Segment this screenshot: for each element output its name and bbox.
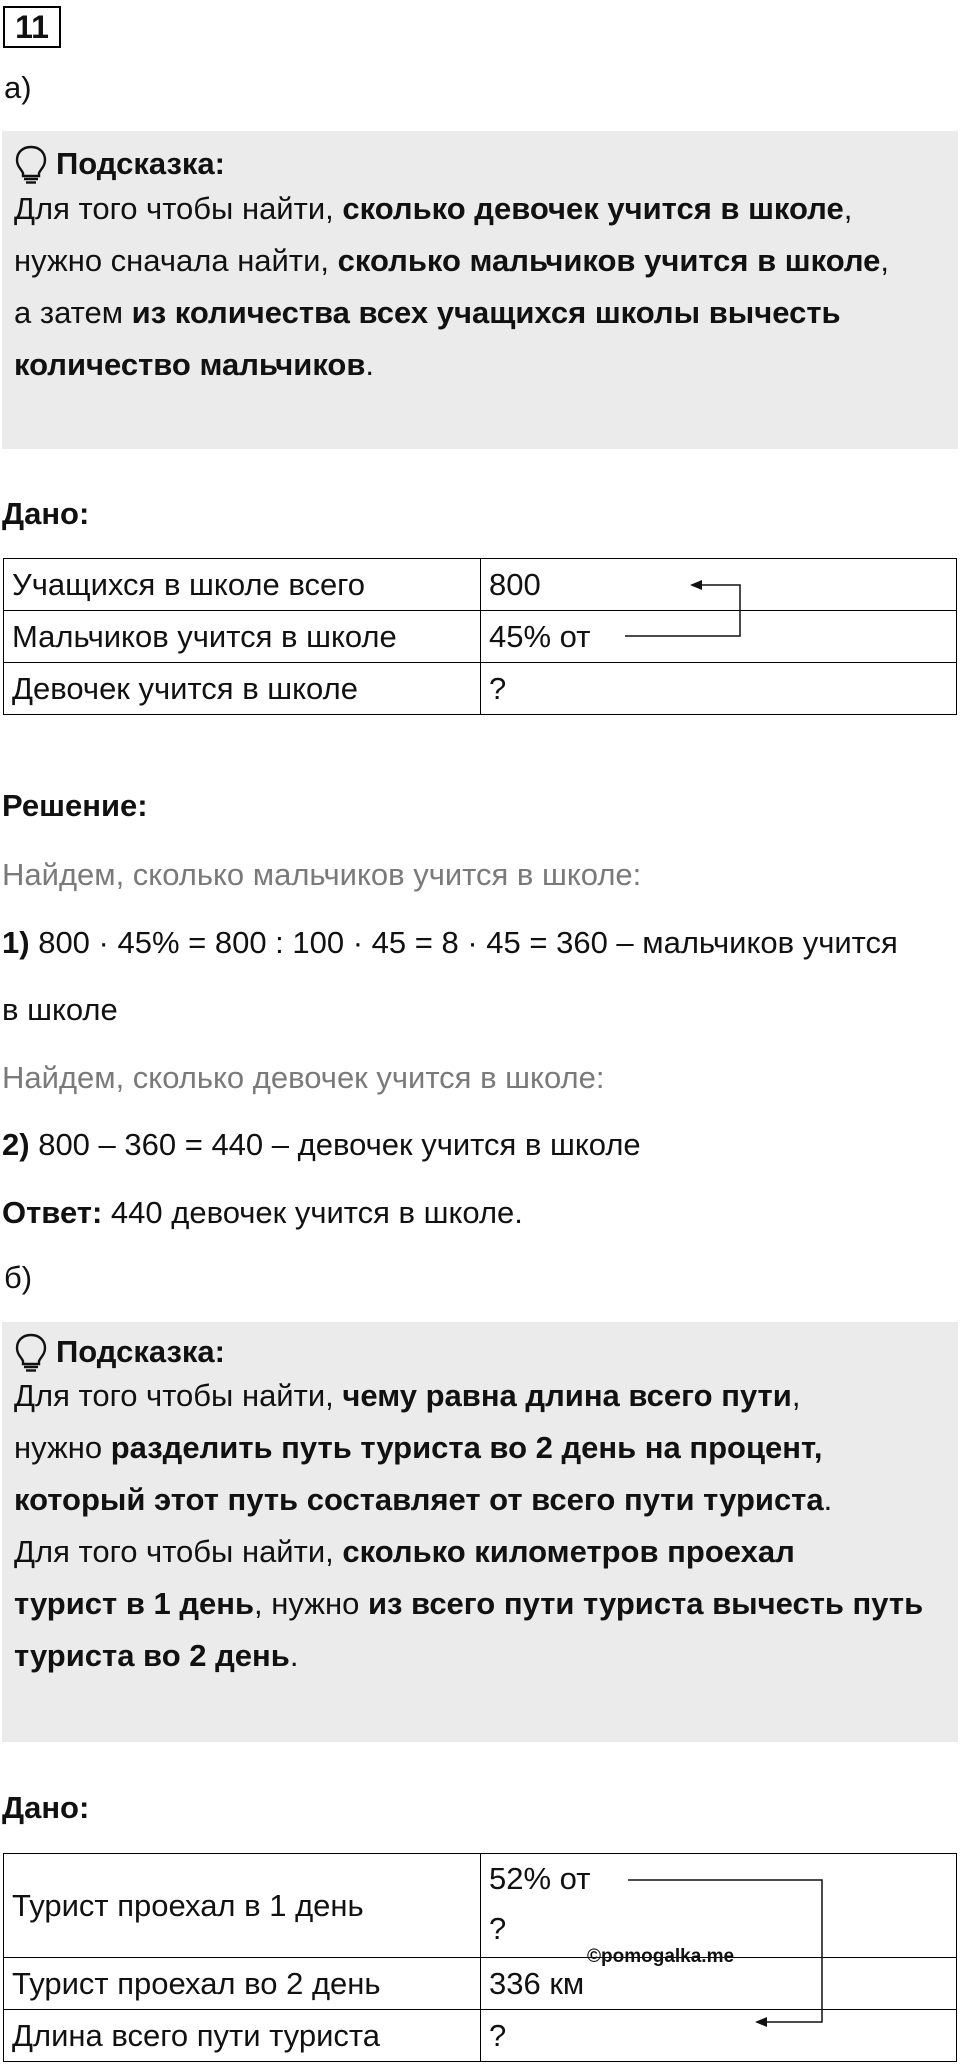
part-b-letter: б) — [4, 1260, 33, 1295]
given-value: 336 км — [481, 1958, 957, 2010]
hint-segment: , — [791, 1378, 801, 1413]
hint-line — [14, 1430, 822, 1466]
hint-title-label: Подсказка: — [56, 1334, 225, 1369]
hint-segment: , нужно — [254, 1586, 368, 1621]
hint-segment: Для того чтобы найти, — [14, 191, 343, 226]
step1-text: 800 · 45% = 800 : 100 · 45 = 8 · 45 = 360 – мальчиков учится — [38, 925, 898, 960]
hint-title-b — [14, 1332, 225, 1372]
hint-segment: , — [880, 243, 890, 278]
hint-title-a — [14, 144, 225, 184]
hint-segment: нужно — [14, 1430, 111, 1465]
hint-segment: чему равна длина всего пути — [342, 1378, 792, 1413]
hint-segment: из всего пути туриста вычесть путь — [367, 1586, 924, 1621]
step2-line — [2, 1127, 641, 1163]
hint-box-a — [2, 131, 958, 449]
hint-line — [14, 295, 841, 331]
hint-box-b — [2, 1322, 958, 1742]
hint-segment: . — [823, 1482, 833, 1517]
given-label: Девочек учится в школе — [4, 663, 481, 715]
part-a-letter: а) — [4, 70, 32, 105]
hint-title-label: Подсказка: — [56, 146, 225, 181]
hint-segment: сколько девочек учится в школе — [342, 191, 844, 226]
given-label: Учащихся в школе всего — [4, 559, 481, 611]
hint-segment: сколько километров проехал — [342, 1534, 795, 1569]
lightbulb-icon — [14, 1332, 48, 1372]
table-row — [4, 1958, 957, 2010]
table-row — [4, 2010, 957, 2062]
hint-line — [14, 1638, 298, 1674]
answer-line — [2, 1195, 523, 1231]
hint-line — [14, 1586, 923, 1622]
given-label: Турист проехал в 1 день — [4, 1854, 481, 1958]
step1-line — [2, 925, 898, 961]
hint-line — [14, 1482, 832, 1518]
given-title-a: Дано: — [2, 496, 90, 531]
hint-segment: количество мальчиков — [14, 347, 366, 382]
hint-line — [14, 1534, 795, 1570]
hint-segment: Для того чтобы найти, — [14, 1378, 343, 1413]
given-value-line2: ? — [489, 1911, 507, 1946]
hint-segment: турист в 1 день — [14, 1586, 255, 1621]
table-row — [4, 559, 957, 611]
table-row — [4, 1854, 957, 1958]
hint-segment: . — [365, 347, 375, 382]
hint-segment: туриста во 2 день — [14, 1638, 290, 1673]
given-value-line1: 52% от — [489, 1861, 591, 1896]
answer-text: 440 девочек учится в школе. — [110, 1195, 523, 1230]
table-row — [4, 611, 957, 663]
step2-text: 800 – 360 = 440 – девочек учится в школе — [38, 1127, 641, 1162]
given-value: 800 — [481, 559, 957, 611]
given-table-b — [3, 1853, 957, 2062]
hint-segment: сколько мальчиков учится в школе — [337, 243, 881, 278]
step1-number: 1) — [2, 925, 30, 960]
hint-line — [14, 1378, 800, 1414]
hint-segment: разделить путь туриста во 2 день на процент, — [110, 1430, 823, 1465]
given-label: Мальчиков учится в школе — [4, 611, 481, 663]
hint-segment: нужно сначала найти, — [14, 243, 338, 278]
given-label: Длина всего пути туриста — [4, 2010, 481, 2062]
solution-title: Решение: — [2, 788, 148, 823]
given-value: ? — [481, 2010, 957, 2062]
task-number: 11 — [3, 6, 61, 48]
hint-segment: а затем — [14, 295, 132, 330]
step2-intro: Найдем, сколько девочек учится в школе: — [2, 1060, 605, 1095]
given-value — [481, 1854, 957, 1958]
hint-segment: Для того чтобы найти, — [14, 1534, 343, 1569]
given-title-b: Дано: — [2, 1790, 90, 1825]
step1-intro: Найдем, сколько мальчиков учится в школе: — [2, 857, 642, 892]
hint-segment: из количества всех учащихся школы вычесть — [131, 295, 841, 330]
hint-line — [14, 243, 889, 279]
hint-line — [14, 191, 852, 227]
hint-segment: . — [289, 1638, 299, 1673]
table-row — [4, 663, 957, 715]
hint-segment: который этот путь составляет от всего пути туриста — [14, 1482, 824, 1517]
hint-segment: , — [843, 191, 853, 226]
step2-number: 2) — [2, 1127, 30, 1162]
hint-line — [14, 347, 374, 383]
given-label: Турист проехал во 2 день — [4, 1958, 481, 2010]
step1-cont: в школе — [2, 992, 118, 1027]
given-value: ? — [481, 663, 957, 715]
given-table-a — [3, 558, 957, 715]
answer-label: Ответ: — [2, 1195, 103, 1230]
watermark: ©pomogalka.me — [587, 1946, 735, 1967]
lightbulb-icon — [14, 144, 48, 184]
given-value: 45% от — [481, 611, 957, 663]
